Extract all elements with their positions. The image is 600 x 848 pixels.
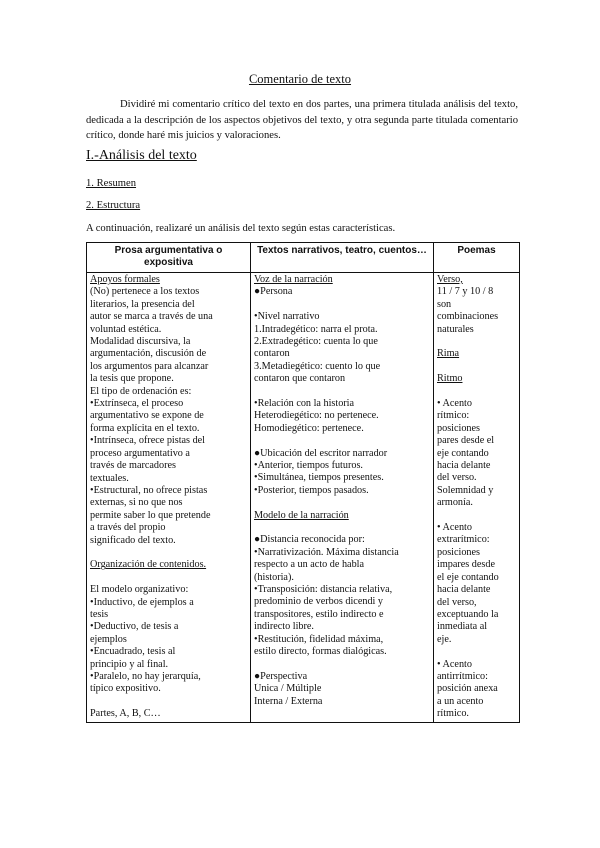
cell-line: proceso argumentativo a	[90, 447, 190, 459]
cell-line: •Anterior, tiempos futuros.	[254, 460, 363, 472]
cell-line: ●Distancia reconocida por:	[254, 534, 365, 546]
cell-line: •Encuadrado, tesis al	[90, 646, 176, 658]
cell-line: •Extrínseca, el proceso	[90, 398, 184, 410]
cell-line: Interna / Externa	[254, 695, 323, 707]
cell-subheading: Verso,	[437, 274, 463, 285]
cell-line: eje contando	[437, 447, 489, 459]
cell-line: Modalidad discursiva, la	[90, 336, 191, 348]
cell-line: predominio de verbos dicendi y	[254, 596, 384, 608]
cell-line: pares desde el	[437, 435, 495, 447]
blank-line	[437, 646, 516, 658]
cell-poemas	[434, 273, 520, 723]
cell-subheading: Rima	[437, 348, 460, 360]
document-title: Comentario de texto	[248, 72, 352, 86]
cell-line: través de marcadores	[90, 460, 176, 472]
header-narrativos: Textos narrativos, teatro, cuentos…	[251, 243, 434, 273]
cell-line: literarios, la presencia del	[90, 298, 195, 310]
cell-line: hacia delante	[437, 460, 491, 472]
cell-line: indirecto libre.	[254, 621, 314, 633]
cell-line: antirrítmico:	[437, 670, 488, 682]
cell-line: eje.	[437, 633, 452, 645]
blank-line	[90, 696, 247, 708]
cell-line: •Paralelo, no hay jerarquía,	[90, 670, 201, 682]
header-prosa: Prosa argumentativa o expositiva	[87, 243, 251, 273]
blank-line	[437, 386, 516, 398]
cell-line: permite saber lo que pretende	[90, 509, 211, 521]
blank-line	[90, 572, 247, 584]
cell-line: a un acento	[437, 695, 484, 707]
lead-sentence: A continuación, realizaré un análisis del texto según estas características.	[86, 223, 396, 234]
cell-line: transpositores, estilo indirecto e	[254, 608, 384, 620]
cell-line: Solemnidad y	[437, 484, 494, 496]
cell-line: voluntad estética.	[90, 323, 162, 335]
cell-line: 1.Intradegético: narra el prota.	[254, 323, 378, 335]
cell-narrativos	[251, 273, 434, 723]
cell-line: 3.Metadiegético: cuento lo que	[254, 360, 381, 372]
cell-line: contaron que contaron	[254, 373, 346, 385]
cell-line: posiciones	[437, 422, 481, 434]
blank-line	[254, 435, 430, 447]
cell-subheading: Voz de la narración	[254, 274, 333, 285]
cell-line: estilo directo, formas dialógicas.	[254, 646, 387, 658]
subheading-estructura: 2. Estructura	[86, 200, 141, 211]
cell-line: ejemplos	[90, 633, 127, 645]
cell-line: Homodiegético: pertenece.	[254, 422, 364, 434]
section-heading: I.-Análisis del texto	[86, 148, 197, 163]
cell-line: Heterodiegético: no pertenece.	[254, 410, 379, 422]
cell-line: típico expositivo.	[90, 683, 161, 695]
cell-subheading: Apoyos formales	[90, 274, 160, 285]
cell-line: • Acento	[437, 658, 472, 670]
cell-line: (historia).	[254, 571, 294, 583]
cell-line: forma explícita en el texto.	[90, 422, 200, 434]
cell-line: autor se marca a través de una	[90, 311, 213, 323]
cell-line: principio y al final.	[90, 658, 169, 670]
cell-line: •Transposición: distancia relativa,	[254, 584, 393, 596]
cell-line: rítmico.	[437, 708, 469, 720]
blank-line	[254, 522, 430, 534]
cell-line: tesis	[90, 608, 109, 620]
cell-subheading: Modelo de la narración	[254, 509, 349, 521]
cell-line: El tipo de ordenación es:	[90, 385, 192, 397]
cell-line: armonía.	[437, 497, 473, 509]
cell-line: rítmico:	[437, 410, 470, 422]
cell-line: textuales.	[90, 472, 129, 484]
cell-line: el eje contando	[437, 571, 499, 583]
cell-line: extrarítmico:	[437, 534, 490, 546]
cell-line: a través del propio	[90, 522, 166, 534]
blank-line	[437, 510, 516, 522]
cell-line: •Intrínseca, ofrece pistas del	[90, 435, 206, 447]
cell-line: 2.Extradegético: cuenta lo que	[254, 336, 378, 348]
cell-line: significado del texto.	[90, 534, 176, 546]
blank-line	[90, 547, 247, 559]
cell-line: combinaciones	[437, 311, 499, 323]
cell-line: •Narrativización. Máxima distancia	[254, 546, 399, 558]
cell-line: impares desde	[437, 559, 495, 571]
cell-line: naturales	[437, 323, 474, 335]
cell-subheading: Ritmo	[437, 373, 463, 385]
cell-line: externas, si no que nos	[90, 497, 183, 509]
cell-line: • Acento	[437, 522, 472, 534]
table-body-row	[87, 273, 520, 723]
cell-line: inmediata al	[437, 621, 488, 633]
cell-line: respecto a un acto de habla	[254, 559, 365, 571]
cell-prosa	[87, 273, 251, 723]
cell-line: •Estructural, no ofrece pistas	[90, 484, 208, 496]
cell-line: contaron	[254, 348, 290, 360]
cell-line: (No) pertenece a los textos	[90, 286, 200, 298]
cell-line: •Inductivo, de ejemplos a	[90, 596, 194, 608]
cell-line: exceptuando la	[437, 608, 499, 620]
table-header-row	[87, 243, 520, 273]
cell-line: del verso.	[437, 472, 477, 484]
cell-line: posiciones	[437, 546, 481, 558]
analysis-table	[86, 242, 520, 723]
cell-line: 11 / 7 y 10 / 8	[437, 286, 494, 298]
blank-line	[254, 299, 430, 311]
cell-line: •Nivel narrativo	[254, 311, 320, 323]
cell-line: •Deductivo, de tesis a	[90, 621, 179, 633]
subheading-resumen: 1. Resumen	[86, 178, 137, 189]
intro-paragraph: Dividiré mi comentario crítico del texto en dos partes, una primera titulada análisis del texto, dedicada a la descripción de los aspectos objetivos del texto, y otra segunda parte titulada comentario crítico, donde haré mis juicios y valoraciones.	[86, 99, 518, 141]
cell-line: ●Ubicación del escritor narrador	[254, 447, 388, 459]
cell-line: ●Perspectiva	[254, 670, 308, 682]
cell-line: argumentativo se expone de	[90, 410, 204, 422]
cell-line: • Acento	[437, 398, 472, 410]
cell-line: •Relación con la historia	[254, 398, 355, 410]
cell-line: •Posterior, tiempos pasados.	[254, 484, 369, 496]
cell-line: posición anexa	[437, 683, 498, 695]
blank-line	[254, 497, 430, 509]
cell-line: Única / Múltiple	[254, 683, 322, 695]
cell-line: son	[437, 298, 452, 310]
cell-subheading: Organización de contenidos.	[90, 559, 207, 571]
blank-line	[437, 361, 516, 373]
cell-line: •Simultánea, tiempos presentes.	[254, 472, 384, 484]
cell-line: •Restitución, fidelidad máxima,	[254, 633, 384, 645]
header-poemas: Poemas	[434, 243, 520, 273]
cell-line: argumentación, discusión de	[90, 348, 207, 360]
blank-line	[254, 659, 430, 671]
blank-line	[254, 386, 430, 398]
cell-line: los argumentos para alcanzar	[90, 360, 209, 372]
blank-line	[437, 336, 516, 348]
cell-line: del verso,	[437, 596, 477, 608]
cell-line: Partes, A, B, C…	[90, 708, 161, 720]
cell-line: hacia delante	[437, 584, 491, 596]
cell-line: ●Persona	[254, 286, 293, 298]
cell-line: El modelo organizativo:	[90, 584, 189, 596]
cell-line: la tesis que propone.	[90, 373, 174, 385]
